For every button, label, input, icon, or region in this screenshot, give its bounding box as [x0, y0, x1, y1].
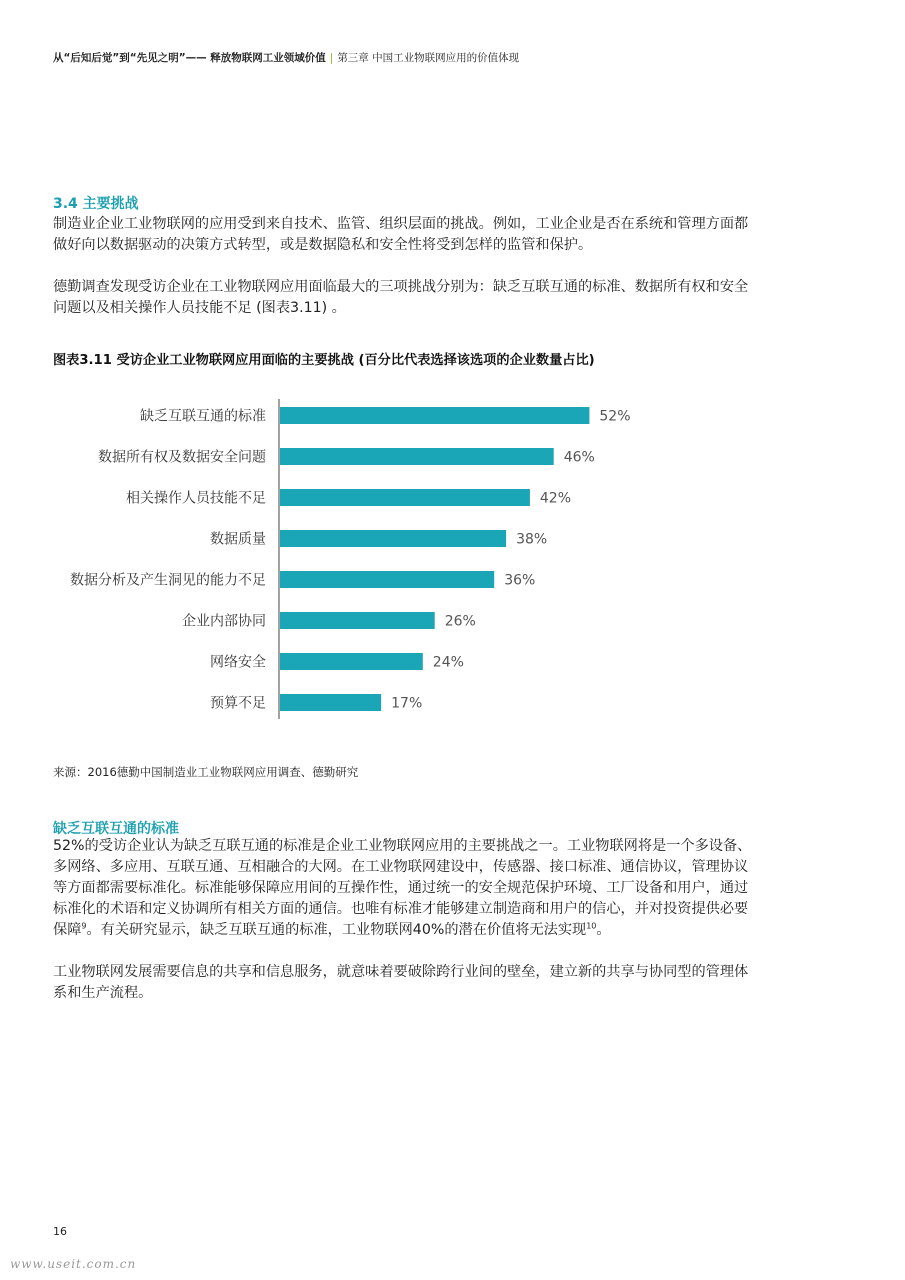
category-label: 网络安全: [210, 654, 266, 671]
value-label: 38%: [516, 531, 548, 548]
chart-title: 图表3.11 受访企业工业物联网应用面临的主要挑战 (百分比代表选择该选项的企业数量占比): [53, 353, 595, 368]
value-label: 52%: [599, 408, 631, 425]
paragraph-challenges-intro: [53, 214, 758, 256]
header-chapter: 第三章 中国工业物联网应用的价值体现: [337, 52, 520, 64]
challenges-bar-chart: [40, 395, 680, 725]
page-number: 16: [53, 1225, 67, 1238]
bar: [280, 694, 381, 711]
value-label: 17%: [391, 695, 423, 712]
footnote-marker: 9: [81, 921, 87, 931]
watermark: www.useit.com.cn: [10, 1257, 137, 1271]
chart-source: 来源：2016德勤中国制造业工业物联网应用调查、德勤研究: [53, 765, 359, 779]
running-header: [53, 50, 519, 65]
paragraph-standards: [53, 836, 753, 941]
paragraph-information-sharing: [53, 962, 753, 1004]
footnote-marker: 10: [586, 921, 597, 931]
paragraph-text: 工业物联网发展需要信息的共享和信息服务，就意味着要破除跨行业间的壁垒，建立新的共享与协同型的管理体系和生产流程。: [53, 964, 749, 1001]
bar: [280, 530, 506, 547]
category-label: 相关操作人员技能不足: [126, 490, 266, 507]
bar: [280, 448, 554, 465]
paragraph-text: 。有关研究显示，缺乏互联互通的标准，工业物联网40%的潜在价值将无法实现: [86, 922, 587, 938]
value-label: 24%: [432, 654, 464, 671]
value-label: 42%: [539, 490, 572, 507]
category-label: 缺乏互联互通的标准: [140, 408, 266, 425]
bar: [280, 653, 423, 670]
paragraph-text: 52%的受访企业认为缺乏互联互通的标准是企业工业物联网应用的主要挑战之一。工业物联网将是一个多设备、多网络、多应用、互联互通、互相融合的大网。在工业物联网建设中，传感器、接口标准、通信协议，管理协议等方面都需要标准化。标准能够保障应用间的互操作性，通过统一的安全规范保护环境、工厂设备和用户，通过标准化的术语和定义协调所有相关方面的通信。也唯有标准才能够建立制造商和用户的信心，并对投资提供必要保障: [53, 838, 752, 938]
category-label: 企业内部协同: [182, 613, 266, 630]
category-label: 数据所有权及数据安全问题: [98, 449, 266, 466]
bar: [280, 489, 530, 506]
category-label: 数据分析及产生洞见的能力不足: [70, 572, 266, 589]
paragraph-text: 制造业企业工业物联网的应用受到来自技术、监管、组织层面的挑战。例如，工业企业是否在系统和管理方面都做好向以数据驱动的决策方式转型，或是数据隐私和安全性将受到怎样的监管和保护。: [53, 216, 749, 253]
bar: [280, 407, 589, 424]
section-heading-standards: 缺乏互联互通的标准: [53, 821, 179, 837]
bar: [280, 612, 435, 629]
header-title: 从“后知后觉”到“先见之明”—— 释放物联网工业领域价值: [53, 52, 326, 64]
value-label: 36%: [504, 572, 536, 589]
value-label: 46%: [563, 449, 595, 466]
paragraph-text: 德勤调查发现受访企业在工业物联网应用面临最大的三项挑战分别为：缺乏互联互通的标准、数据所有权和安全问题以及相关操作人员技能不足 (图表3.11) 。: [53, 279, 749, 316]
value-label: 26%: [444, 613, 476, 630]
category-label: 数据质量: [210, 531, 266, 548]
paragraph-survey-findings: [53, 277, 758, 319]
bar: [280, 571, 494, 588]
section-heading-challenges: 3.4 主要挑战: [53, 196, 139, 212]
category-label: 预算不足: [210, 695, 266, 712]
header-separator: |: [329, 52, 334, 64]
paragraph-text: 。: [596, 922, 611, 938]
